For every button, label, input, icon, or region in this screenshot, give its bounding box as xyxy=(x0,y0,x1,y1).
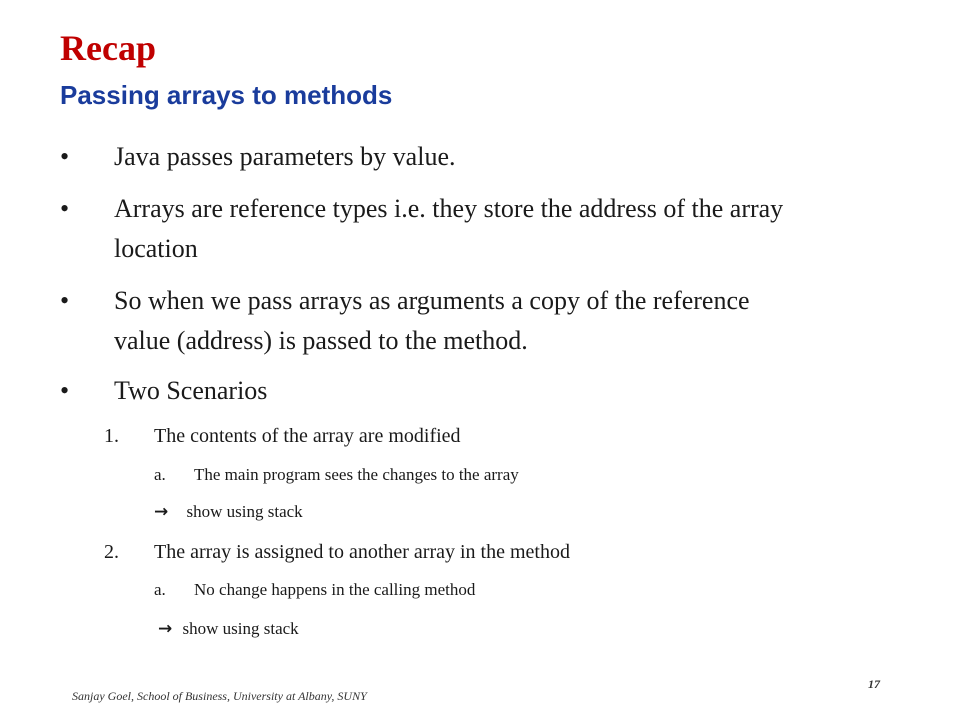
scenario-text: The contents of the array are modified xyxy=(154,425,461,447)
scenario-arrow-note xyxy=(154,500,303,524)
bullet-marker: • xyxy=(60,376,70,405)
bullet-text: Two Scenarios xyxy=(114,376,268,405)
bullet-line: So when we pass arrays as arguments a copy of the reference xyxy=(114,286,750,315)
scenario-sub-text: No change happens in the calling method xyxy=(194,580,476,599)
page-number: 17 xyxy=(868,677,880,691)
scenario-sub-marker: a. xyxy=(154,465,166,484)
arrow-note-text: show using stack xyxy=(182,619,299,638)
scenario-sub-text: The main program sees the changes to the array xyxy=(194,465,519,484)
slide-subtitle: Passing arrays to methods xyxy=(60,80,393,110)
bullet-line: Arrays are reference types i.e. they store the address of the array xyxy=(114,194,784,223)
bullet-marker: • xyxy=(60,142,70,171)
scenario-number: 2. xyxy=(104,541,119,563)
bullet-marker: • xyxy=(60,194,70,223)
scenario-arrow-note xyxy=(158,617,299,641)
arrow-right-icon: → xyxy=(154,502,169,522)
bullet-text: Java passes parameters by value. xyxy=(114,142,456,171)
bullet-marker: • xyxy=(60,286,70,315)
arrow-right-icon: → xyxy=(158,619,173,639)
scenario-text: The array is assigned to another array in the method xyxy=(154,541,570,563)
slide-title: Recap xyxy=(60,28,156,68)
scenario-sub-marker: a. xyxy=(154,580,166,599)
bullet-line: location xyxy=(114,234,198,263)
footer-credit: Sanjay Goel, School of Business, University at Albany, SUNY xyxy=(72,689,367,703)
scenario-number: 1. xyxy=(104,425,119,447)
bullet-line: value (address) is passed to the method. xyxy=(114,326,528,355)
bullet-text xyxy=(114,281,914,361)
bullet-text xyxy=(114,189,914,269)
arrow-note-text: show using stack xyxy=(186,502,303,521)
